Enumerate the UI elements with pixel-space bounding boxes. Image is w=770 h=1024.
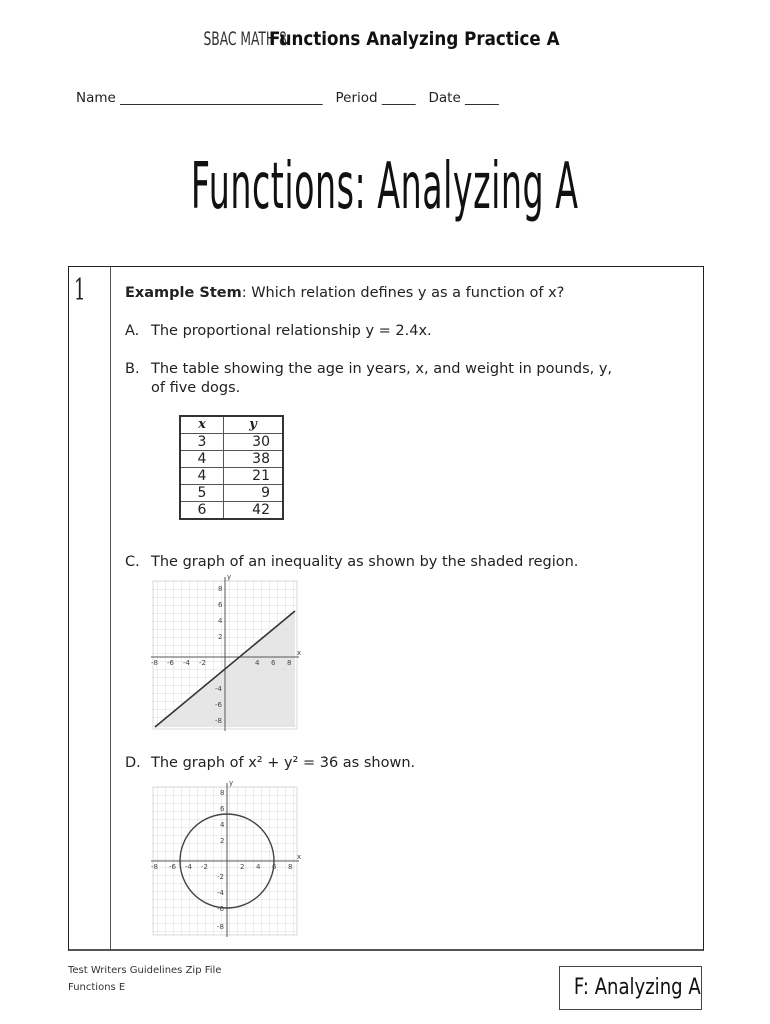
x-axis-label: x	[297, 649, 301, 657]
cell-x: 4	[180, 450, 224, 467]
student-info-row: Name ______________________________ Period _____ Date _____	[76, 90, 499, 106]
question-box	[68, 266, 704, 951]
x-tick: 2	[240, 863, 245, 871]
cell-y: 21	[224, 467, 284, 484]
question-stem	[125, 285, 564, 301]
option-d-label: D.	[125, 755, 141, 771]
x-axis-label: x	[297, 853, 301, 861]
option-c	[125, 554, 578, 570]
y-tick: -6	[215, 701, 222, 709]
stem-text: : Which relation defines y as a function of x?	[241, 285, 565, 301]
x-tick: -2	[201, 863, 208, 871]
option-d-text: The graph of x² + y² = 36 as shown.	[151, 755, 416, 771]
y-tick: -2	[217, 873, 224, 881]
x-tick: -8	[151, 659, 158, 667]
x-tick: -6	[167, 659, 174, 667]
x-tick: -8	[151, 863, 158, 871]
cell-y: 38	[224, 450, 284, 467]
y-tick: 2	[218, 633, 223, 641]
table-row	[180, 450, 283, 467]
page-title	[0, 150, 770, 224]
option-c-label: C.	[125, 554, 140, 570]
option-c-text: The graph of an inequality as shown by the shaded region.	[151, 554, 579, 570]
cell-x: 3	[180, 433, 224, 450]
topic-tag	[559, 966, 702, 1010]
table-row	[180, 467, 283, 484]
inequality-graph	[149, 573, 301, 735]
y-tick: -4	[215, 685, 222, 693]
x-tick: 6	[272, 863, 277, 871]
topic-tag-text: F: Analyzing A	[573, 975, 701, 1000]
y-tick: 6	[220, 805, 225, 813]
y-axis-label: y	[229, 779, 234, 787]
y-tick: 8	[218, 585, 223, 593]
y-tick: -6	[217, 905, 224, 913]
y-tick: 2	[220, 837, 225, 845]
cell-x: 4	[180, 467, 224, 484]
y-tick: 6	[218, 601, 223, 609]
y-tick: -8	[217, 923, 224, 931]
worksheet-header	[0, 28, 770, 50]
option-a	[125, 323, 432, 339]
cell-y: 30	[224, 433, 284, 450]
y-tick: 8	[220, 789, 225, 797]
circle-graph	[149, 779, 301, 941]
option-b-text-cont: of five dogs.	[151, 380, 241, 396]
option-b-text: The table showing the age in years, x, and weight in pounds, y,	[151, 361, 613, 377]
x-tick: 4	[255, 659, 260, 667]
x-tick: -6	[169, 863, 176, 871]
option-b	[125, 361, 612, 377]
y-tick: -4	[217, 889, 224, 897]
table-header-y: y	[224, 416, 284, 433]
x-tick: -2	[199, 659, 206, 667]
cell-y: 9	[224, 484, 284, 501]
y-axis-label: y	[227, 573, 232, 581]
option-b-label: B.	[125, 361, 140, 377]
table-row	[180, 484, 283, 501]
dog-age-weight-table	[179, 415, 284, 520]
y-tick: -8	[215, 717, 222, 725]
y-tick: 4	[218, 617, 223, 625]
header-prefix: SBAC MATH 8	[203, 28, 287, 50]
x-tick: 8	[287, 659, 292, 667]
page-title-text: Functions: Analyzing A	[191, 150, 579, 224]
x-tick: 6	[271, 659, 276, 667]
x-tick: 4	[256, 863, 261, 871]
cell-x: 6	[180, 501, 224, 519]
header-title: Functions Analyzing Practice A	[268, 28, 560, 50]
question-number-column	[69, 267, 111, 949]
footer-line-1: Test Writers Guidelines Zip File	[68, 965, 222, 976]
question-number: 1	[74, 273, 86, 308]
x-tick: 8	[288, 863, 293, 871]
footer-source	[68, 962, 221, 996]
table-row	[180, 501, 283, 519]
option-d	[125, 755, 415, 771]
cell-x: 5	[180, 484, 224, 501]
option-a-label: A.	[125, 323, 140, 339]
table-header-x: x	[180, 416, 224, 433]
option-a-text: The proportional relationship y = 2.4x.	[151, 323, 432, 339]
x-tick: -4	[185, 863, 192, 871]
footer-line-2: Functions E	[68, 982, 126, 993]
cell-y: 42	[224, 501, 284, 519]
y-tick: 4	[220, 821, 225, 829]
table-row	[180, 433, 283, 450]
table-header-row	[180, 416, 283, 433]
x-tick: -4	[183, 659, 190, 667]
stem-label: Example Stem	[125, 285, 242, 301]
